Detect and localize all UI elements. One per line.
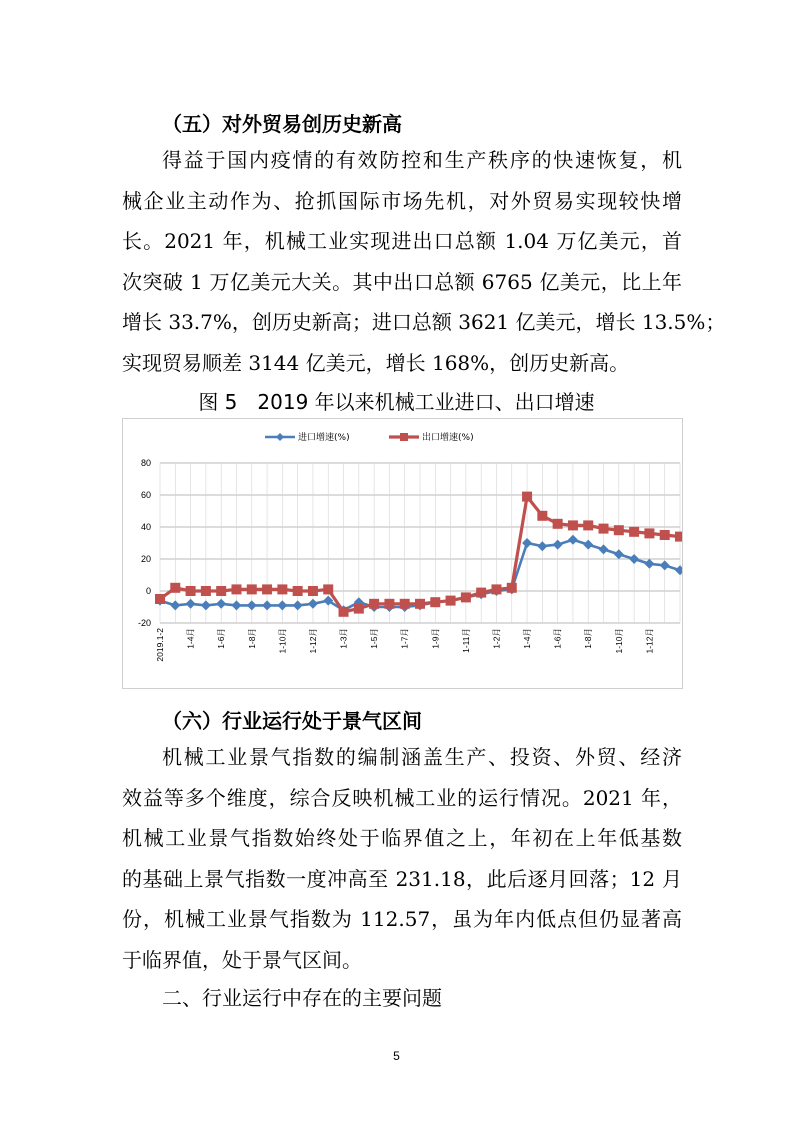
export-point <box>186 586 196 596</box>
x-tick-label: 2019.1-2 <box>155 628 165 662</box>
paragraph-line: 实现贸易顺差 3144 亿美元，增长 168%，创历史新高。 <box>122 350 630 375</box>
export-point <box>614 525 624 535</box>
paragraph-line: 长。2021 年，机械工业实现进出口总额 1.04 万亿美元，首 <box>122 229 682 253</box>
export-point <box>339 607 349 617</box>
export-point <box>644 528 654 538</box>
export-point <box>660 530 670 540</box>
import-point <box>675 565 682 575</box>
paragraph-line: 的基础上景气指数一度冲高至 231.18，此后逐月回落；12 月 <box>122 866 682 891</box>
import-point <box>231 600 241 610</box>
export-point <box>262 584 272 594</box>
x-tick-label: 1-6月 <box>552 628 563 649</box>
export-point <box>491 584 501 594</box>
y-tick-label: 40 <box>140 522 151 532</box>
legend-import-marker <box>276 433 284 441</box>
paragraph-trade <box>122 140 726 383</box>
import-point <box>201 600 211 610</box>
export-point <box>599 524 609 534</box>
export-point <box>308 586 318 596</box>
import-point <box>583 540 593 550</box>
legend-import-label: 进口增速(%) <box>298 433 350 443</box>
export-point <box>400 599 410 609</box>
page-number: 5 <box>393 1049 400 1063</box>
x-tick-label: 1-11月 <box>460 628 471 653</box>
x-tick-label: 1-2月 <box>491 628 502 649</box>
export-point <box>247 584 257 594</box>
chart-canvas <box>123 419 682 688</box>
export-point <box>629 527 639 537</box>
import-point <box>216 599 226 609</box>
x-tick-label: 1-12月 <box>644 628 655 654</box>
paragraph-line: 效益等多个维度，综合反映机械工业的运行情况。2021 年， <box>122 785 682 810</box>
import-point <box>614 549 624 559</box>
import-point <box>644 559 654 569</box>
x-tick-label: 1-6月 <box>216 628 227 649</box>
y-tick-label: 80 <box>140 458 151 468</box>
import-point <box>537 541 547 551</box>
x-tick-label: 1-4月 <box>522 628 533 649</box>
x-tick-label: 1-5月 <box>369 628 380 649</box>
x-tick-label: 1-7月 <box>399 628 410 649</box>
legend-export-marker <box>400 433 408 441</box>
y-tick-label: 60 <box>140 490 151 500</box>
import-point <box>629 554 639 564</box>
export-point <box>537 511 547 521</box>
export-point <box>201 586 211 596</box>
x-tick-label: 1-10月 <box>277 628 288 654</box>
y-tick-label: -20 <box>137 618 151 628</box>
y-tick-label: 0 <box>145 586 151 596</box>
section-heading-5: （五）对外贸易创历史新高 <box>162 112 402 136</box>
import-point <box>308 599 318 609</box>
import-point <box>522 538 532 548</box>
export-point <box>553 519 563 529</box>
export-point <box>369 599 379 609</box>
export-point <box>675 532 682 542</box>
import-point <box>568 535 578 545</box>
x-tick-label: 1-3月 <box>338 628 349 649</box>
export-point <box>583 520 593 530</box>
import-point <box>660 560 670 570</box>
export-point <box>155 594 165 604</box>
paragraph-line: 次突破 1 万亿美元大关。其中出口总额 6765 亿美元，比上年 <box>122 269 682 294</box>
import-point <box>293 600 303 610</box>
legend-export-label: 出口增速(%) <box>422 433 474 443</box>
paragraph-sentiment <box>122 737 682 980</box>
export-point <box>231 584 241 594</box>
x-tick-label: 1-9月 <box>430 628 441 649</box>
paragraph-line: 机械工业景气指数的编制涵盖生产、投资、外贸、经济 <box>162 745 682 769</box>
paragraph-line: 份，机械工业景气指数为 112.57，虽为年内低点但仍显著高 <box>122 907 682 931</box>
export-point <box>476 588 486 598</box>
section-2-title: 二、行业运行中存在的主要问题 <box>162 986 442 1010</box>
export-point <box>446 596 456 606</box>
export-point <box>293 586 303 596</box>
x-tick-label: 1-12月 <box>307 628 318 654</box>
import-point <box>247 600 257 610</box>
export-point <box>323 584 333 594</box>
export-point <box>384 599 394 609</box>
import-point <box>170 600 180 610</box>
paragraph-line: 于临界值，处于景气区间。 <box>122 947 362 972</box>
import-point <box>262 600 272 610</box>
export-point <box>461 592 471 602</box>
x-tick-label: 1-8月 <box>246 628 257 649</box>
paragraph-line: 得益于国内疫情的有效防控和生产秩序的快速恢复，机 <box>162 148 682 172</box>
x-tick-label: 1-10月 <box>613 628 624 654</box>
figure-title: 图 5 2019 年以来机械工业进口、出口增速 <box>198 390 595 414</box>
export-point <box>430 597 440 607</box>
export-point <box>415 599 425 609</box>
y-tick-label: 20 <box>140 554 151 564</box>
import-export-growth-chart <box>122 418 683 689</box>
section-heading-6: （六）行业运行处于景气区间 <box>162 709 422 733</box>
import-point <box>553 540 563 550</box>
paragraph-line: 机械工业景气指数始终处于临界值之上，年初在上年低基数 <box>122 826 682 850</box>
import-point <box>277 600 287 610</box>
import-point <box>186 599 196 609</box>
export-point <box>170 583 180 593</box>
paragraph-line: 械企业主动作为、抢抓国际市场先机，对外贸易实现较快增 <box>122 188 682 213</box>
x-tick-label: 1-8月 <box>583 628 594 649</box>
export-point <box>354 604 364 614</box>
paragraph-line: 增长 33.7%，创历史新高；进口总额 3621 亿美元，增长 13.5%； <box>122 310 726 334</box>
export-point <box>568 520 578 530</box>
export-point <box>277 584 287 594</box>
x-tick-label: 1-4月 <box>185 628 196 649</box>
import-point <box>599 544 609 554</box>
export-point <box>216 586 226 596</box>
export-point <box>507 583 517 593</box>
export-point <box>522 492 532 502</box>
